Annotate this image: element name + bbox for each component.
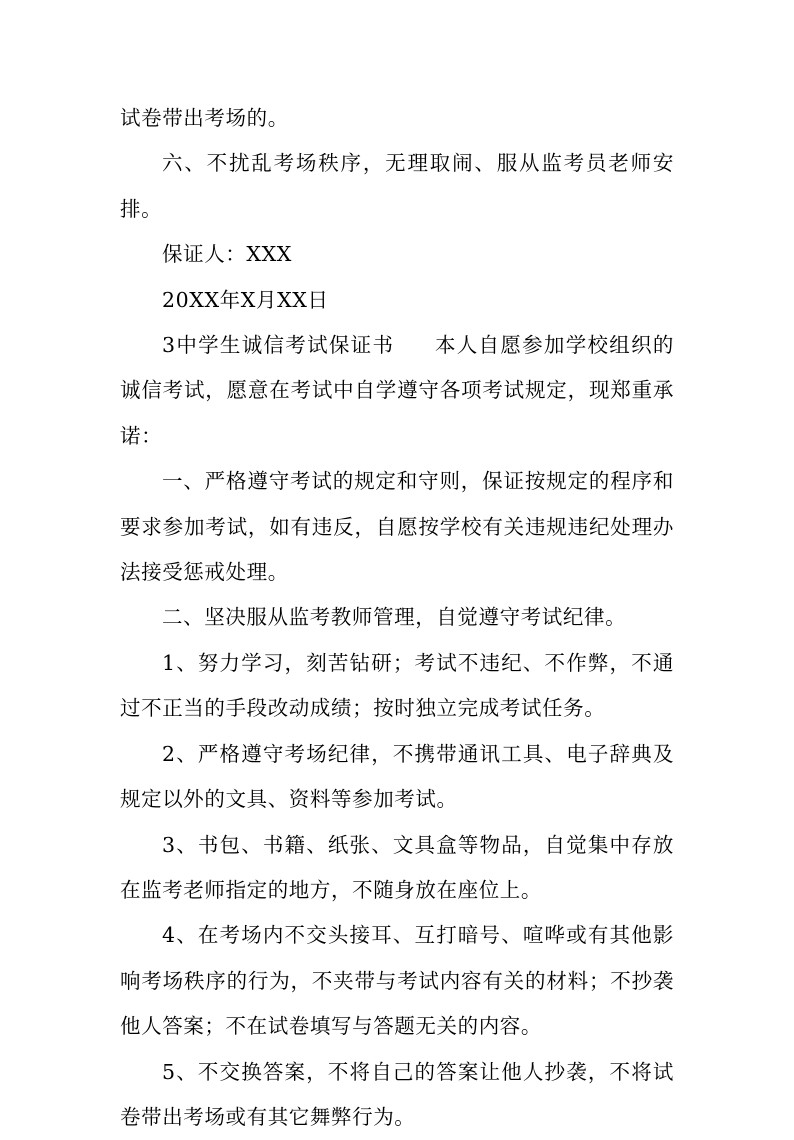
paragraph-promise-two: 二、坚决服从监考教师管理，自觉遵守考试纪律。 — [162, 605, 627, 630]
paragraph-item-5: 5、不交换答案，不将自己的答案让他人抄袭，不将试卷带出考场或有其它舞弊行为。 — [120, 1059, 674, 1129]
paragraph-pledge-intro — [120, 323, 674, 459]
paragraph-item-3: 3、书包、书籍、纸张、文具盒等物品，自觉集中存放在监考老师指定的地方，不随身放在座位上。 — [120, 832, 674, 902]
paragraph-rule-six: 六、不扰乱考场秩序，无理取闹、服从监考员老师安排。 — [120, 151, 674, 221]
paragraph-item-2: 2、严格遵守考场纪律，不携带通讯工具、电子辞典及规定以外的文具、资料等参加考试。 — [120, 741, 674, 812]
paragraph-continuation: 试卷带出考场的。 — [120, 106, 289, 130]
paragraph-item-4: 4、在考场内不交头接耳、互打暗号、喧哗或有其他影响考场秩序的行为，不夹带与考试内容有关的材料；不抄袭他人答案；不在试卷填写与答题无关的内容。 — [120, 923, 674, 1039]
paragraph-date: 20XX年X月XX日 — [162, 287, 329, 312]
pledge-intro-text: 本人自愿参加学校组织的诚信考试，愿意在考试中自学遵守各项考试规定，现郑重承诺： — [120, 333, 674, 448]
document-body — [120, 96, 674, 1140]
pledge-title: 3中学生诚信考试保证书 — [162, 333, 395, 358]
paragraph-guarantor: 保证人：XXX — [162, 242, 292, 267]
paragraph-item-1: 1、努力学习，刻苦钻研；考试不违纪、不作弊，不通过不正当的手段改动成绩；按时独立完成考试任务。 — [120, 650, 674, 721]
paragraph-promise-one: 一、严格遵守考试的规定和守则，保证按规定的程序和要求参加考试，如有违反，自愿按学校有关违规违纪处理办法接受惩戒处理。 — [120, 469, 674, 585]
